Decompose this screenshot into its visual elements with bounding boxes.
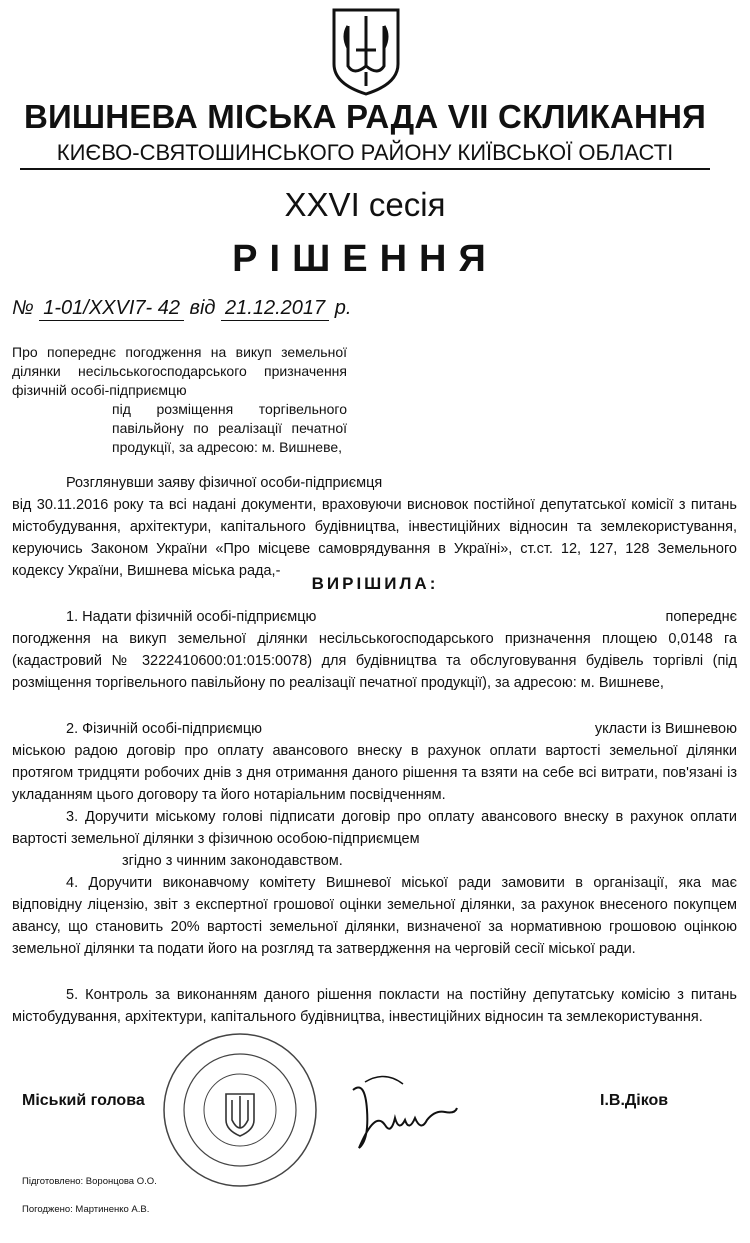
mayor-name: І.В.Діков [600, 1092, 669, 1109]
item-4-text: 4. Доручити виконавчому комітету Вишневої міської ради замовити в організації, яка має відповідну ліцензію, звіт з експертної грошової оцінки земельної ділянки, за рахунок внесеного покупцем авансу, що становить 20% вартості земельної ділянки, визначеної за нормативною грошовою оцінкою земельної ділянки та подати його на розгляд та затвердження на черговій сесії міської ради. [12, 875, 737, 957]
item-2-mid: укласти із Вишневою [594, 721, 737, 737]
decision-subject [12, 343, 347, 457]
preamble-line-1: Розглянувши заяву фізичної особи-підприємця [66, 475, 383, 491]
subject-line-2: під розміщення торгівельного павільйону по реалізації печатної продукції, за адресою: м. Вишневе, [112, 401, 347, 455]
official-seal-icon [160, 1030, 320, 1190]
item-1-start: 1. Надати фізичній особі-підприємцю [66, 609, 317, 625]
item-3 [12, 806, 737, 872]
document-type: РІШЕННЯ [232, 238, 498, 280]
decision-number: 1-01/XXVI7- 42 [39, 297, 184, 321]
preamble-line-2: від 30.11.2016 року та всі надані документи, враховуючи висновок постійної депутатської комісії з питань містобудування, архітектури, капітального будівництва, інвестиційних відносин та землекористування, керуючись Законом України «Про місцеве самоврядування в Україні», ст.ст. 12, 127, 128 Земельного кодексу України, Вишнева міська рада,- [12, 497, 737, 579]
item-2-text: міською радою договір про оплату авансового внеску в рахунок оплати вартості земельної ділянки протягом тридцяти робочих днів з дня отримання даного рішення та взяти на себе всі витрати, пов'язані із укладанням цього договору та його нотаріальним посвідченням. [12, 743, 737, 803]
prepared-by: Підготовлено: Воронцова О.О. [22, 1176, 157, 1187]
council-name: ВИШНЕВА МІСЬКА РАДА VII СКЛИКАННЯ [23, 98, 707, 135]
item-5-text: 5. Контроль за виконанням даного рішення покласти на постійну депутатську комісію з питань містобудування, архітектури, капітального будівництва, інвестиційних відносин та землекористування. [12, 987, 737, 1025]
mayor-title: Міський голова [22, 1092, 145, 1109]
mayor-signature [345, 1070, 465, 1160]
decision-number-line [12, 297, 351, 321]
session-title: XXVI сесія [284, 186, 446, 223]
item-3-tail: згідно з чинним законодавством. [122, 853, 343, 869]
date-prefix: від [189, 297, 216, 319]
trident-coat-of-arms-icon [330, 6, 402, 96]
date-suffix: р. [334, 297, 352, 319]
item-2 [12, 718, 737, 806]
subject-line-1: Про попереднє погодження на викуп земельної ділянки несільськогосподарського призначення фізичній особі-підприємцю [12, 344, 347, 398]
agreed-by: Погоджено: Мартиненко А.В. [22, 1204, 150, 1215]
item-5 [12, 984, 737, 1028]
item-1 [12, 606, 737, 694]
item-1-mid: попереднє [665, 609, 737, 625]
item-2-start: 2. Фізичній особі-підприємцю [66, 721, 263, 737]
preamble [12, 472, 737, 582]
header-divider [20, 168, 710, 170]
resolved-heading: ВИРІШИЛА: [311, 574, 439, 593]
item-1-text: погодження на викуп земельної ділянки несільськогосподарського призначення площею 0,0148 га (кадастровий № 3222410600:01:015:0078) для будівництва та обслуговування будівель торгівлі (під розміщення торгівельного павільйону по реалізації печатної продукції), за адресою: м. Вишневе, [12, 631, 737, 691]
district-name: КИЄВО-СВЯТОШИНСЬКОГО РАЙОНУ КИЇВСЬКОЇ ОБЛАСТІ [56, 140, 674, 165]
item-3-text: 3. Доручити міському голові підписати договір про оплату авансового внеску в рахунок оплати вартості земельної ділянки з фізичною особою-підприємцем [12, 809, 737, 847]
decision-date: 21.12.2017 [221, 297, 329, 321]
item-4 [12, 872, 737, 960]
number-prefix: № [12, 297, 34, 319]
